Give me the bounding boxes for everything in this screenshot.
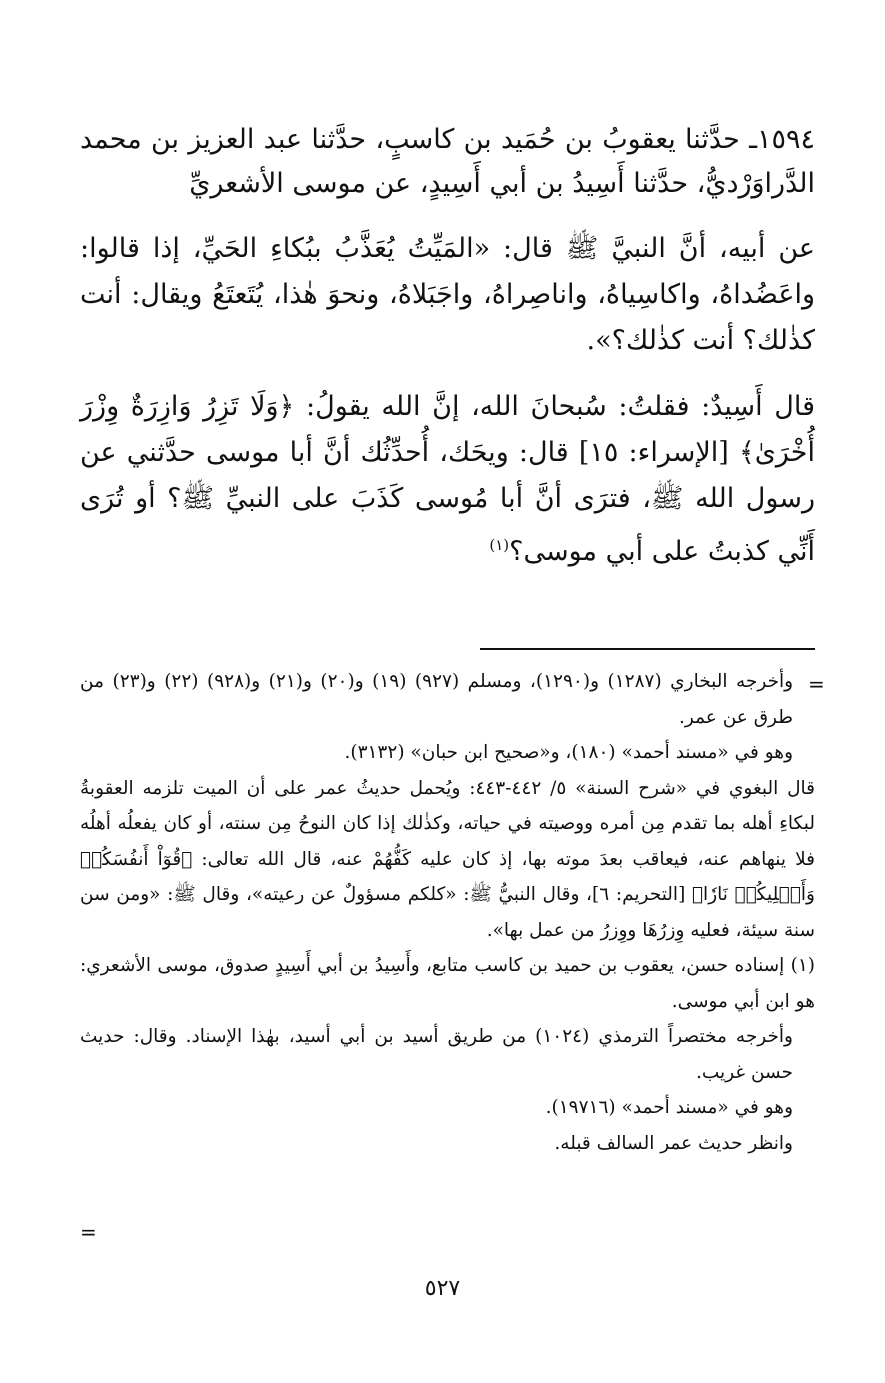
hadith-commentary-text: قال أَسِيدٌ: فقلتُ: سُبحانَ الله، إنَّ الله يقولُ: ﴿وَلَا تَزِرُ وَازِرَةٌ وِزْرَ أُخْرَىٰ﴾ [الإسراء: ١٥] قال: ويحَك، أُحدِّثُك أنَّ أبا موسى حدَّثني عن رسول الله ﷺ، فترَى أنَّ أبا مُوسى كَذَبَ على النبيِّ ﷺ؟ أو تُرَى أَنِّي كذبتُ على أبي موسى؟ — [80, 391, 815, 567]
hadith-commentary — [80, 384, 815, 575]
footnote-marker: (١) — [489, 536, 510, 554]
hadith-matn: عن أبيه، أنَّ النبيَّ ﷺ قال: «المَيِّتُ يُعَذَّبُ ببُكاءِ الحَيِّ، إذا قالوا: واعَضُداهُ، واكاسِياهُ، واناصِراهُ، واجَبَلاهُ، ونحوَ هٰذا، يُتَعتَعُ ويقال: أنت كذٰلك؟ أنت كذٰلك؟». — [80, 233, 815, 356]
footnote-line: وهو في «مسند أحمد» (١٨٠)، و«صحيح ابن حبان» (٣١٣٢). — [344, 742, 793, 763]
footnote-line: وأخرجه البخاري (١٢٨٧) و(١٢٩٠)، ومسلم (٩٢٧) (١٩) و(٢٠) و(٢١) و(٩٢٨) (٢٢) و(٢٣) من طرق عن عمر. — [80, 671, 794, 728]
footnote-line: وانظر حديث عمر السالف قبله. — [554, 1132, 793, 1154]
footnote-line: وأخرجه مختصراً الترمذي (١٠٢٤) من طريق أسيد بن أبي أسيد، بهٰذا الإسناد. وقال: حديث حسن غريب. — [80, 1026, 793, 1083]
footnote-line: قال البغوي في «شرح السنة» ٥/ ٤٤٢-٤٤٣: ويُحمل حديثُ عمر على أن الميت تلزمه العقوبةُ لبكاءِ أهله بما تقدم مِن أمره ووصيته في حياته، وكذٰلك إذا كان النوحُ مِن سنته، أو كان يفعلُه أهلُه فلا ينهاهم عنه، فيعاقب بعدَ موته بها، إذ كان عليه كَفُّهُمْ عنه، قال الله تعالى: ﴿قُوٓاْ أَنفُسَكُمۡ وَأَهۡلِيكُمۡ نَارٗا﴾ [التحريم: ٦]، وقال النبيُّ ﷺ: «كلكم مسؤولٌ عن رعيته»، وقال ﷺ: «ومن سن سنة سيئة، فعليه وِزرُهَا ووِزرُ من عمل بها». — [80, 777, 815, 941]
continuation-mark-bottom: = — [80, 1220, 97, 1244]
footnotes — [80, 664, 815, 1161]
footnote-line: (١) إسناده حسن، يعقوب بن حميد بن كاسب متابع، وأَسِيدُ بن أبي أَسِيدٍ صدوق، موسى الأشعري: هو ابن أبي موسى. — [80, 955, 815, 1012]
page-number: ٥٢٧ — [424, 1276, 461, 1301]
hadith-isnad: ١٥٩٤ـ حدَّثنا يعقوبُ بن حُمَيد بن كاسبٍ، حدَّثنا عبد العزيز بن محمد الدَّراوَرْديُّ، حدَّثنا أَسِيدُ بن أبي أَسِيدٍ، عن موسى الأشعريِّ — [80, 124, 815, 199]
continuation-mark-top: = — [808, 672, 825, 696]
main-text — [80, 118, 815, 595]
footnote-separator — [480, 648, 815, 650]
footnote-line: وهو في «مسند أحمد» (١٩٧١٦). — [545, 1097, 793, 1118]
